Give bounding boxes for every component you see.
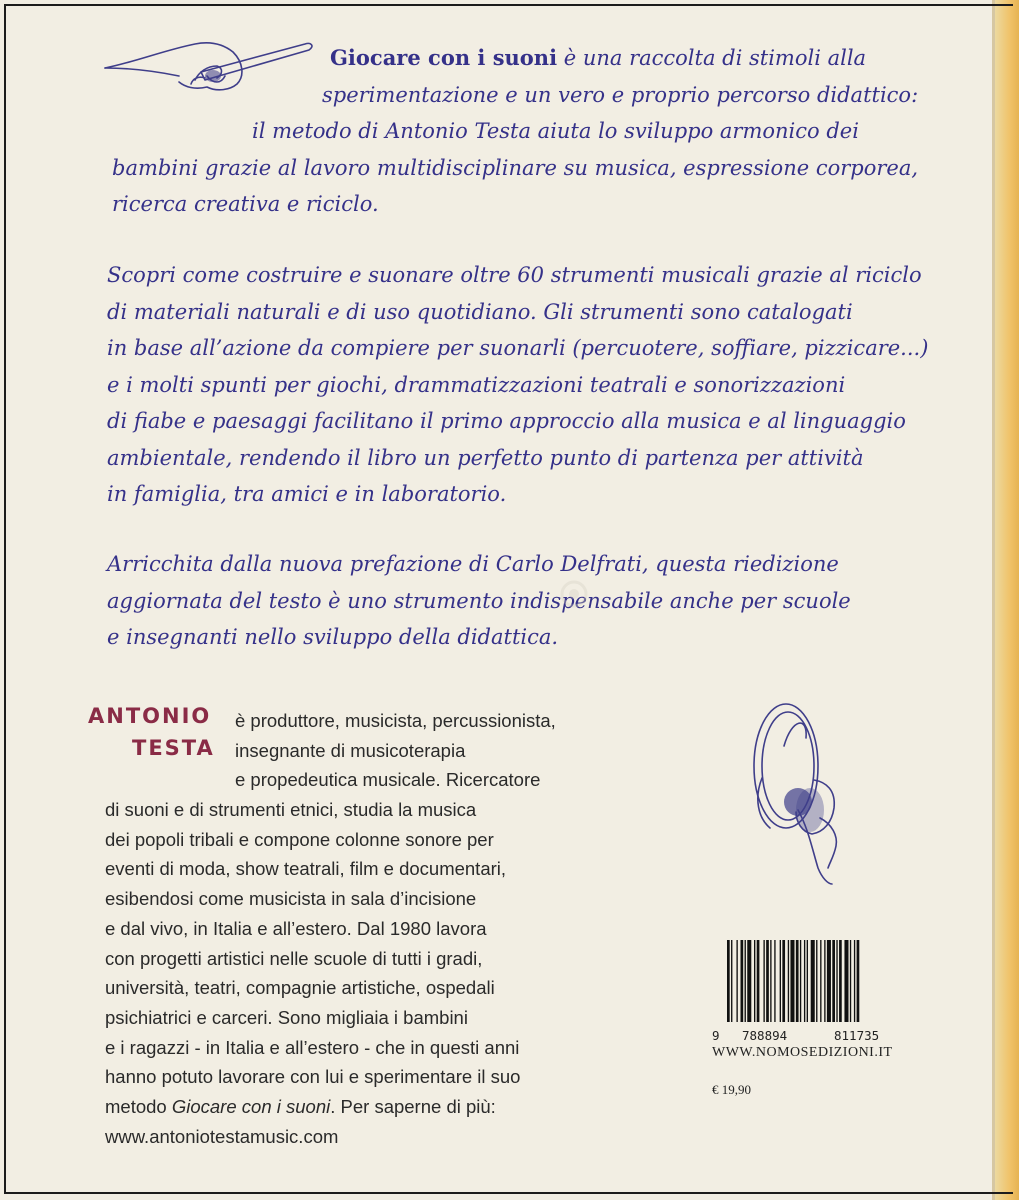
barcode-bar (850, 940, 851, 1022)
paragraph-2 (107, 257, 928, 513)
p2-line: ambientale, rendendo il libro un perfetto punto di partenza per attività (107, 445, 864, 470)
bio-line: di suoni e di strumenti etnici, studia la musica (105, 799, 477, 820)
barcode-bar (836, 940, 837, 1022)
p3-line: Arricchita dalla nuova prefazione di Carlo Delfrati, questa riedizione (107, 552, 839, 576)
bio-line: dei popoli tribali e compone colonne sonore per (105, 828, 494, 850)
bio-line: e dal vivo, in Italia e all’estero. Dal 1980 lavora (105, 917, 487, 939)
watermark-logo (560, 574, 670, 630)
bio-line-last (105, 1092, 520, 1122)
barcode-bar (800, 940, 801, 1022)
barcode-bar (796, 940, 799, 1022)
barcode-bar (731, 940, 732, 1022)
bio-last-suffix: . Per saperne di più: (330, 1096, 496, 1118)
barcode-bar (827, 940, 831, 1022)
barcode-bar (807, 940, 808, 1022)
barcode-bar (741, 940, 744, 1022)
intro-line-2 (322, 77, 918, 114)
paragraph-3 (107, 546, 851, 656)
intro-line-1 (330, 40, 866, 77)
bio-line: e i ragazzi - in Italia e all’estero - che in questi anni (105, 1036, 520, 1058)
barcode-bar (782, 940, 785, 1022)
barcode-bar (754, 940, 755, 1022)
barcode-bar (736, 940, 737, 1022)
author-first-name: ANTONIO (88, 704, 212, 728)
intro-line-5 (112, 186, 379, 223)
barcode-bar (844, 940, 848, 1022)
bio-line: eventi di moda, show teatrali, film e documentari, (105, 858, 507, 880)
barcode-bar (757, 940, 760, 1022)
intro-text-1: è una raccolta di stimoli alla (557, 46, 867, 70)
barcode-bar (770, 940, 771, 1022)
barcode-digits-group-2: 811735 (834, 1028, 880, 1043)
p3-line: aggiornata del testo è uno strumento indispensabile anche per scuole (107, 588, 851, 613)
author-bio-top (235, 706, 556, 795)
bio-line: psichiatrici e carceri. Sono migliaia i bambini (105, 1006, 468, 1028)
barcode-bar (727, 940, 730, 1022)
bio-line: hanno potuto lavorare con lui e sperimentare il suo (105, 1066, 521, 1088)
bio-line: è produttore, musicista, percussionista, (235, 710, 556, 731)
barcode-digit-first: 9 (712, 1028, 720, 1043)
barcode-bar (816, 940, 817, 1022)
p2-line: in base all’azione da compiere per suonarli (percuotere, soffiare, pizzicare...) (107, 336, 929, 360)
barcode-bar (820, 940, 821, 1022)
barcode-bar (790, 940, 794, 1022)
intro-text-4: bambini grazie al lavoro multidisciplinare su musica, espressione corporea, (112, 156, 919, 180)
p2-line: e i molti spunti per giochi, drammatizzazioni teatrali e sonorizzazioni (107, 372, 846, 397)
barcode-bar (747, 940, 751, 1022)
intro-text-2: sperimentazione e un vero e proprio percorso didattico: (322, 83, 919, 107)
barcode-bar (811, 940, 815, 1022)
intro-line-4 (112, 150, 918, 187)
author-name (88, 700, 215, 764)
bio-line: e propedeutica musicale. Ricercatore (235, 769, 541, 791)
author-last-name: TESTA (132, 736, 215, 760)
p2-line: Scopri come costruire e suonare oltre 60 strumenti musicali grazie al riciclo (107, 263, 922, 287)
bio-last-prefix: metodo (105, 1096, 172, 1118)
cymbal-hand-icon (748, 698, 863, 886)
author-website: www.antoniotestamusic.com (105, 1125, 339, 1147)
barcode-bar (832, 940, 835, 1022)
barcode-bar (763, 940, 764, 1022)
barcode-bar (824, 940, 825, 1022)
barcode (727, 940, 913, 1022)
bio-line: università, teatri, compagnie artistiche, ospedali (105, 977, 495, 999)
intro-line-3 (252, 113, 859, 150)
intro-text-5: ricerca creativa e riciclo. (112, 192, 379, 216)
price-label: € 19,90 (712, 1082, 751, 1097)
intro-text-3: il metodo di Antonio Testa aiuta lo sviluppo armonico dei (252, 119, 859, 143)
barcode-bar (857, 940, 860, 1022)
publisher-website: WWW.NOMOSEDIZIONI.IT (712, 1045, 893, 1060)
bio-line: esibendosi come musicista in sala d’incisione (105, 888, 477, 910)
barcode-bar (766, 940, 769, 1022)
barcode-bar (854, 940, 855, 1022)
bio-book-title: Giocare con i suoni (171, 1096, 331, 1118)
barcode-bar (839, 940, 842, 1022)
bio-line: insegnante di musicoterapia (235, 739, 466, 761)
pencil-hand-icon (95, 32, 325, 107)
barcode-bar (774, 940, 775, 1022)
barcode-digits-group-1: 788894 (742, 1028, 788, 1043)
bio-line: con progetti artistici nelle scuole di tutti i gradi, (105, 947, 483, 969)
p2-line: di fiabe e paesaggi facilitano il primo approccio alla musica e al linguaggio (107, 409, 906, 433)
p3-line: e insegnanti nello sviluppo della didattica. (107, 625, 559, 649)
author-bio-body (105, 795, 520, 1151)
p2-line: di materiali naturali e di uso quotidiano. Gli strumenti sono catalogati (107, 299, 853, 324)
barcode-bar (804, 940, 805, 1022)
barcode-bar (780, 940, 781, 1022)
book-title-bold: Giocare con i suoni (330, 45, 558, 70)
p2-line: in famiglia, tra amici e in laboratorio. (107, 482, 507, 506)
barcode-bar (745, 940, 746, 1022)
barcode-bar (788, 940, 789, 1022)
